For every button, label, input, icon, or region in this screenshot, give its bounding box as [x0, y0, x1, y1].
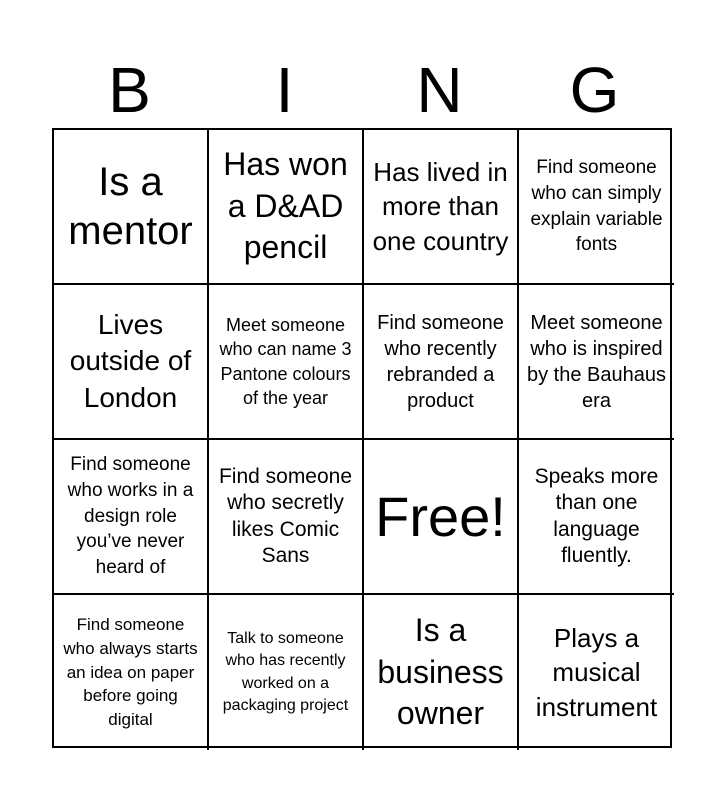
bingo-cell-free[interactable] — [364, 440, 519, 595]
header-letter-n: N — [416, 54, 463, 126]
cell-text: Find someone who always starts an idea on paper before going digital — [63, 615, 198, 729]
header-letter-g: G — [569, 54, 620, 126]
cell-text: Speaks more than one language fluently. — [534, 464, 659, 567]
bingo-cell[interactable] — [209, 285, 364, 440]
bingo-cell[interactable] — [54, 440, 209, 595]
cell-text: Lives outside of London — [69, 308, 192, 413]
cell-text: Meet someone who can name 3 Pantone colours of the year — [219, 315, 352, 408]
free-space-text: Free! — [375, 484, 506, 548]
bingo-cell[interactable] — [519, 130, 674, 285]
cell-text: Meet someone who is inspired by the Bauhaus era — [527, 311, 666, 412]
bingo-board — [52, 128, 672, 748]
bingo-cell[interactable] — [209, 130, 364, 285]
cell-text: Find someone who can simply explain variable fonts — [530, 157, 663, 256]
cell-text: Talk to someone who has recently worked on a packaging project — [222, 629, 349, 714]
cell-text: Find someone who works in a design role you’ve never heard of — [67, 454, 194, 578]
bingo-cell[interactable] — [364, 285, 519, 440]
cell-text: Find someone who recently rebranded a product — [377, 311, 504, 412]
bingo-cell[interactable] — [519, 595, 674, 750]
header-letter-i: I — [275, 54, 294, 126]
bingo-cell[interactable] — [364, 130, 519, 285]
bingo-cell[interactable] — [209, 440, 364, 595]
bingo-cell[interactable] — [54, 285, 209, 440]
bingo-header — [52, 52, 672, 128]
bingo-cell[interactable] — [209, 595, 364, 750]
bingo-cell[interactable] — [54, 130, 209, 285]
bingo-cell[interactable] — [54, 595, 209, 750]
cell-text: Plays a musical instrument — [535, 623, 658, 722]
cell-text: Is a mentor — [68, 159, 193, 253]
cell-text: Has won a D&AD pencil — [223, 146, 348, 266]
bingo-cell[interactable] — [519, 285, 674, 440]
cell-text: Find someone who secretly likes Comic Sans — [218, 464, 353, 567]
bingo-cell[interactable] — [519, 440, 674, 595]
bingo-cell[interactable] — [364, 595, 519, 750]
cell-text: Has lived in more than one country — [372, 157, 509, 256]
header-letter-b: B — [108, 54, 151, 126]
cell-text: Is a business owner — [377, 612, 504, 732]
